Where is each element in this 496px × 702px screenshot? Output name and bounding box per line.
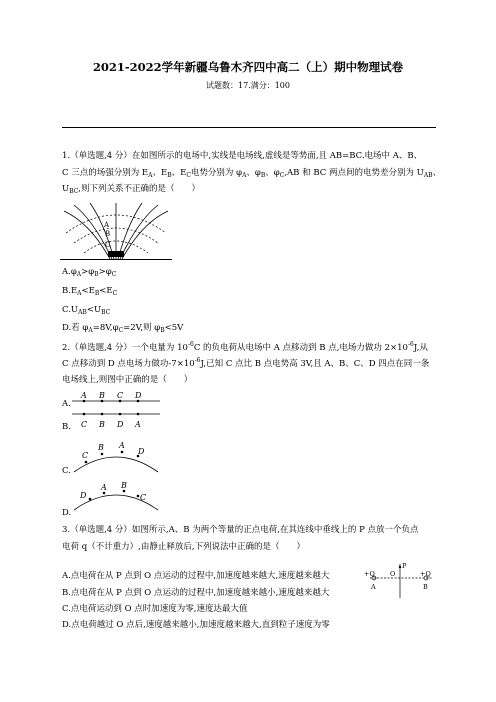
q2-option-a-figure xyxy=(72,389,162,407)
q3-label-o: O xyxy=(390,570,396,578)
q2a-label-2: C xyxy=(117,391,124,400)
q2a-label-3: D xyxy=(135,391,142,400)
q2b-label-2: D xyxy=(117,420,124,429)
q2-option-c-figure xyxy=(72,440,162,476)
q1-label-c: C xyxy=(105,241,111,249)
q2-option-b[interactable]: B. xyxy=(62,422,71,432)
q2b-label-3: A xyxy=(135,420,141,429)
q1-option-c[interactable]: $C.U_{AB}<U_{BC}$ xyxy=(62,305,111,316)
q3-label-b: B xyxy=(423,583,428,591)
q3-charges-figure xyxy=(362,560,438,602)
q3-label-q1: +Q xyxy=(364,570,375,578)
q1-stem-line1: 1.（单选题,4 分）在如图所示的电场中,实线是电场线,虚线是等势面,且 AB=BC.电场中 A、B、 xyxy=(62,151,423,161)
q3-option-c[interactable]: C.点电荷运动到 O 点时加速度为零,速度达最大值 xyxy=(62,604,248,614)
q2c-label-3: D xyxy=(138,447,145,456)
q3-stem-line2: 电荷 q（不计重力）,由静止释放后,下列说法中正确的是（ ） xyxy=(62,542,306,552)
q1-label-a: A xyxy=(104,221,110,229)
q2-option-d[interactable]: D. xyxy=(62,508,72,518)
q2c-label-1: B xyxy=(98,443,104,452)
q2d-label-2: B xyxy=(121,481,127,490)
q2d-label-1: A xyxy=(101,483,107,492)
q1-stem-line2: C 三点的场强分别为 $E_A$、$E_B$、$E_C$电势分别为 $\varphi_A$、$\varphi_B$、$\varphi_C,AB$ 和 BC 两点间的电势差分别为 $U_{AB}$、 xyxy=(62,168,442,179)
q2-stem-line3: 电场线上,则图中正确的是（ ） xyxy=(62,375,193,385)
q2b-label-1: B xyxy=(99,420,105,429)
q1-field-figure xyxy=(60,203,172,267)
q3-label-p: P xyxy=(402,562,407,570)
q3-option-a[interactable]: A.点电荷在从 P 点到 O 点运动的过程中,加速度越来越大,速度越来越大 xyxy=(62,571,330,581)
q2-option-c[interactable]: C. xyxy=(62,466,71,476)
q2-stem-line1: 2.（单选题,4 分）一个电量为 $10^{-6}C$ 的负电荷从电场中 A 点移动到 B 点,电场力做功 $2\times 10^{-6}J$,从 xyxy=(62,341,428,353)
q1-stem-line3: $U_{BC}$,则下列关系不正确的是（ ） xyxy=(62,184,201,195)
q3-stem-line1: 3.（单选题,4 分）如图所示,A、B 为两个等量的正点电荷,在其连线中垂线上的 P 点放一个负点 xyxy=(62,525,419,535)
q2-option-b-figure xyxy=(72,410,162,432)
q2-option-a[interactable]: A. xyxy=(62,399,71,409)
q2d-label-0: D xyxy=(80,491,87,500)
q2c-label-2: A xyxy=(119,441,125,450)
q3-option-b[interactable]: B.点电荷在从 P 点到 O 点运动的过程中,加速度越来越小,速度越来越大 xyxy=(62,588,330,598)
header-divider xyxy=(62,127,436,128)
q2-option-d-figure xyxy=(72,480,162,514)
page-title: 2021-2022学年新疆乌鲁木齐四中高二（上）期中物理试卷 xyxy=(92,60,404,74)
q1-option-d[interactable]: D.若 $\varphi_A=8V,\varphi_C=2V$,则 $\varphi_B<5V$ xyxy=(62,323,184,334)
q3-option-d[interactable]: D.点电荷越过 O 点后,速度越来越小,加速度越来越大,直到粒子速度为零 xyxy=(62,620,330,630)
q2d-label-3: C xyxy=(140,493,147,502)
q1-label-b: B xyxy=(105,230,111,238)
q1-option-b[interactable]: $B.E_A<E_B<E_C$ xyxy=(62,286,118,297)
q3-label-a: A xyxy=(371,583,376,591)
q2b-label-0: C xyxy=(81,420,88,429)
q2c-label-0: C xyxy=(82,451,89,460)
q2a-label-0: A xyxy=(81,391,87,400)
q2-stem-line2: C 点移动到 D 点电场力做功$-7\times 10^{-6}J$,已知 C 点比 B 点电势高 3V,且 A、B、C、D 四点在同一条 xyxy=(62,357,430,369)
q3-label-q2: +Q xyxy=(420,570,431,578)
exam-meta: 试题数：17.满分：100 xyxy=(206,81,290,90)
q1-option-a[interactable]: $A.\varphi_A>\varphi_B>\varphi_C$ xyxy=(62,267,117,278)
q2a-label-1: B xyxy=(99,391,105,400)
